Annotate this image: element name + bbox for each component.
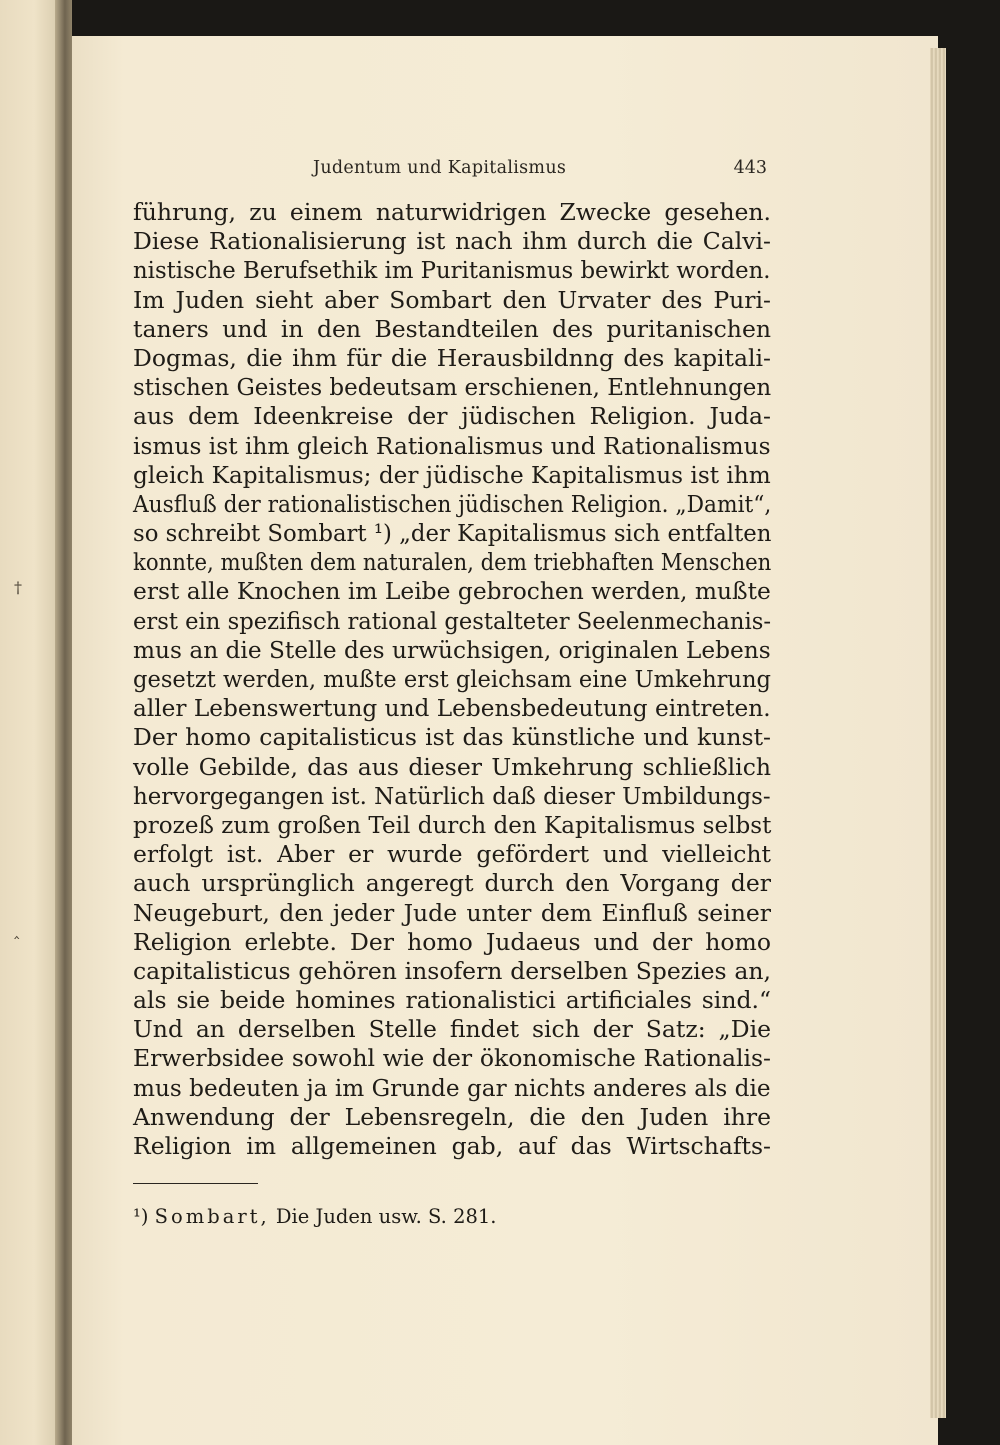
text-line: nistische Berufsethik im Puritanismus bewirkt worden. — [133, 256, 771, 285]
text-line: Religion im allgemeinen gab, auf das Wirtschafts- — [133, 1132, 771, 1160]
page-number: 443 — [733, 158, 767, 178]
text-line: gesetzt werden, mußte erst gleichsam eine Umkehrung — [133, 665, 771, 693]
text-line: capitalisticus gehören insofern derselben Spezies an, — [133, 956, 771, 985]
text-line: auch ursprünglich angeregt durch den Vorgang der — [133, 869, 771, 898]
text-line: Religion erlebte. Der homo Judaeus und der homo — [133, 927, 771, 956]
text-line: Im Juden sieht aber Sombart den Urvater des Puri- — [133, 285, 771, 314]
text-line: Erwerbsidee sowohl wie der ökonomische Rationalis- — [133, 1044, 771, 1073]
text-line: Und an derselben Stelle findet sich der Satz: „Die — [133, 1015, 771, 1044]
text-line: Dogmas, die ihm für die Herausbildnng des kapitali- — [133, 343, 771, 372]
text-line: stischen Geistes bedeutsam erschienen, Entlehnungen — [133, 373, 772, 402]
text-line: führung, zu einem naturwidrigen Zwecke gesehen. — [133, 198, 771, 226]
text-line: aller Lebenswertung und Lebensbedeutung eintreten. — [133, 694, 771, 723]
text-line: erfolgt ist. Aber er wurde gefördert und vielleicht — [133, 840, 771, 869]
text-line: volle Gebilde, das aus dieser Umkehrung schließlich — [133, 752, 771, 781]
text-line: hervorgegangen ist. Natürlich daß dieser Umbildungs- — [133, 781, 771, 810]
footnote-marker: ¹) — [133, 1205, 149, 1228]
text-line: so schreibt Sombart ¹) „der Kapitalismus sich entfalten — [133, 519, 772, 548]
page-edge-stack — [930, 48, 946, 1418]
text-line: mus an die Stelle des urwüchsigen, originalen Lebens — [133, 635, 771, 664]
text-line: ismus ist ihm gleich Rationalismus und Rationalismus — [133, 431, 771, 460]
text-line: mus bedeuten ja im Grunde gar nichts anderes als die — [133, 1073, 771, 1102]
running-title: Judentum und Kapitalismus — [313, 158, 567, 178]
text-line: prozeß zum großen Teil durch den Kapitalismus selbst — [133, 810, 772, 839]
text-line: konnte, mußten dem naturalen, dem triebhaften Menschen — [133, 548, 772, 577]
footnote-text: Die Juden usw. S. 281. — [275, 1205, 497, 1228]
text-line: als sie beide homines rationalistici artificiales sind.“ — [133, 986, 771, 1015]
text-line: Diese Rationalisierung ist nach ihm durch die Calvi- — [133, 227, 771, 256]
text-line: Anwendung der Lebensregeln, die den Juden ihre — [133, 1102, 771, 1131]
footnote — [133, 1205, 497, 1228]
text-line: taners und in den Bestandteilen des puritanischen — [133, 314, 771, 343]
text-line: gleich Kapitalismus; der jüdische Kapitalismus ist ihm — [133, 460, 771, 489]
body-text — [133, 198, 771, 1161]
left-page-edge — [0, 0, 62, 1445]
text-line: Ausfluß der rationalistischen jüdischen Religion. „Damit“, — [133, 489, 772, 518]
text-line: erst ein spezifisch rational gestalteter Seelenmechanis- — [133, 606, 772, 635]
text-line: erst alle Knochen im Leibe gebrochen werden, mußte — [133, 577, 771, 606]
margin-mark-caret: ‸ — [14, 920, 20, 939]
margin-mark-dagger: † — [14, 578, 22, 597]
text-line: Neugeburt, den jeder Jude unter dem Einfluß seiner — [133, 898, 771, 927]
text-line: Der homo capitalisticus ist das künstliche und kunst- — [133, 723, 771, 752]
footnote-author: Sombart, — [154, 1205, 270, 1228]
text-line: aus dem Ideenkreise der jüdischen Religion. Juda- — [133, 402, 771, 431]
footnote-rule — [133, 1183, 258, 1184]
page-header — [133, 158, 771, 186]
